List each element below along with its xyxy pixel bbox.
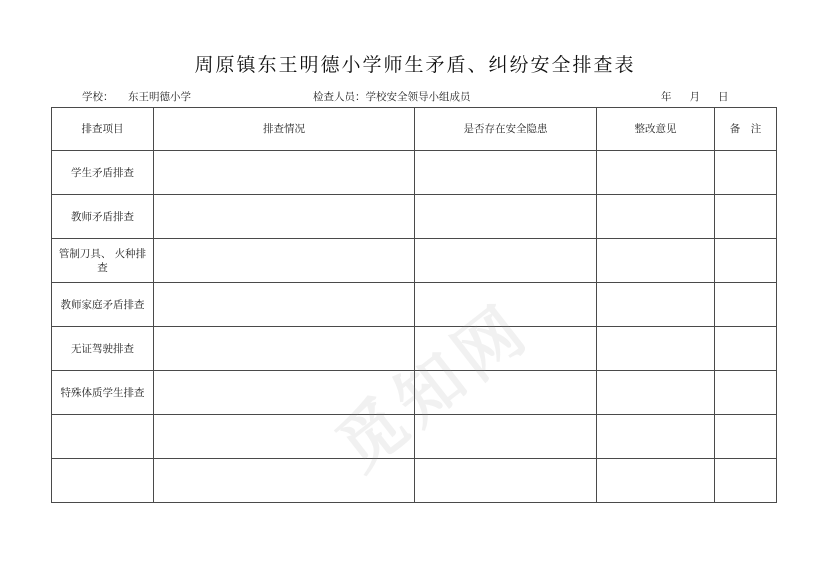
remarks-cell[interactable]: [715, 151, 777, 195]
hazard-cell[interactable]: [415, 239, 597, 283]
inspector-line: 检查人员：学校安全领导小组成员: [313, 91, 471, 103]
situation-cell[interactable]: [154, 151, 415, 195]
table-row: [52, 459, 777, 503]
document-title: 周原镇东王明德小学师生矛盾、纠纷安全排查表: [194, 54, 636, 76]
table-header-row: [52, 108, 777, 151]
situation-cell[interactable]: [154, 371, 415, 415]
rectification-cell[interactable]: [597, 195, 715, 239]
row-label: 学生矛盾排查: [52, 151, 154, 195]
row-label[interactable]: [52, 459, 154, 503]
date-year: 年: [661, 91, 672, 103]
date-day: 日: [718, 91, 729, 103]
remarks-cell[interactable]: [715, 459, 777, 503]
hazard-cell[interactable]: [415, 371, 597, 415]
rectification-cell[interactable]: [597, 151, 715, 195]
situation-cell[interactable]: [154, 195, 415, 239]
rectification-cell[interactable]: [597, 459, 715, 503]
date-month: 月: [689, 91, 700, 103]
rectification-cell[interactable]: [597, 371, 715, 415]
situation-cell[interactable]: [154, 459, 415, 503]
header-remarks: 备 注: [715, 108, 777, 151]
inspection-table: [51, 107, 777, 503]
watermark: 觅知网: [322, 288, 545, 486]
hazard-cell[interactable]: [415, 283, 597, 327]
date-line: [661, 89, 729, 104]
remarks-cell[interactable]: [715, 327, 777, 371]
row-label: 教师矛盾排查: [52, 195, 154, 239]
header-situation: 排查情况: [154, 108, 415, 151]
table-row: [52, 239, 777, 283]
remarks-cell[interactable]: [715, 371, 777, 415]
rectification-cell[interactable]: [597, 283, 715, 327]
header-hazard: 是否存在安全隐患: [415, 108, 597, 151]
table-row: [52, 371, 777, 415]
situation-cell[interactable]: [154, 283, 415, 327]
school-value: 东王明德小学: [128, 91, 191, 103]
table-row: [52, 195, 777, 239]
remarks-cell[interactable]: [715, 283, 777, 327]
rectification-cell[interactable]: [597, 327, 715, 371]
table-row: [52, 415, 777, 459]
row-label[interactable]: [52, 415, 154, 459]
remarks-cell[interactable]: [715, 415, 777, 459]
school-label: 学校：: [82, 91, 114, 103]
row-label: 无证驾驶排查: [52, 327, 154, 371]
header-rectification: 整改意见: [597, 108, 715, 151]
table-row: [52, 283, 777, 327]
hazard-cell[interactable]: [415, 327, 597, 371]
row-label: 特殊体质学生排查: [52, 371, 154, 415]
table-row: [52, 151, 777, 195]
row-label: 教师家庭矛盾排查: [52, 283, 154, 327]
rectification-cell[interactable]: [597, 239, 715, 283]
header-item: 排查项目: [52, 108, 154, 151]
row-label: 管制刀具、 火种排查: [52, 239, 154, 283]
table-row: [52, 327, 777, 371]
hazard-cell[interactable]: [415, 151, 597, 195]
hazard-cell[interactable]: [415, 195, 597, 239]
rectification-cell[interactable]: [597, 415, 715, 459]
hazard-cell[interactable]: [415, 415, 597, 459]
situation-cell[interactable]: [154, 239, 415, 283]
situation-cell[interactable]: [154, 327, 415, 371]
situation-cell[interactable]: [154, 415, 415, 459]
hazard-cell[interactable]: [415, 459, 597, 503]
remarks-cell[interactable]: [715, 239, 777, 283]
remarks-cell[interactable]: [715, 195, 777, 239]
